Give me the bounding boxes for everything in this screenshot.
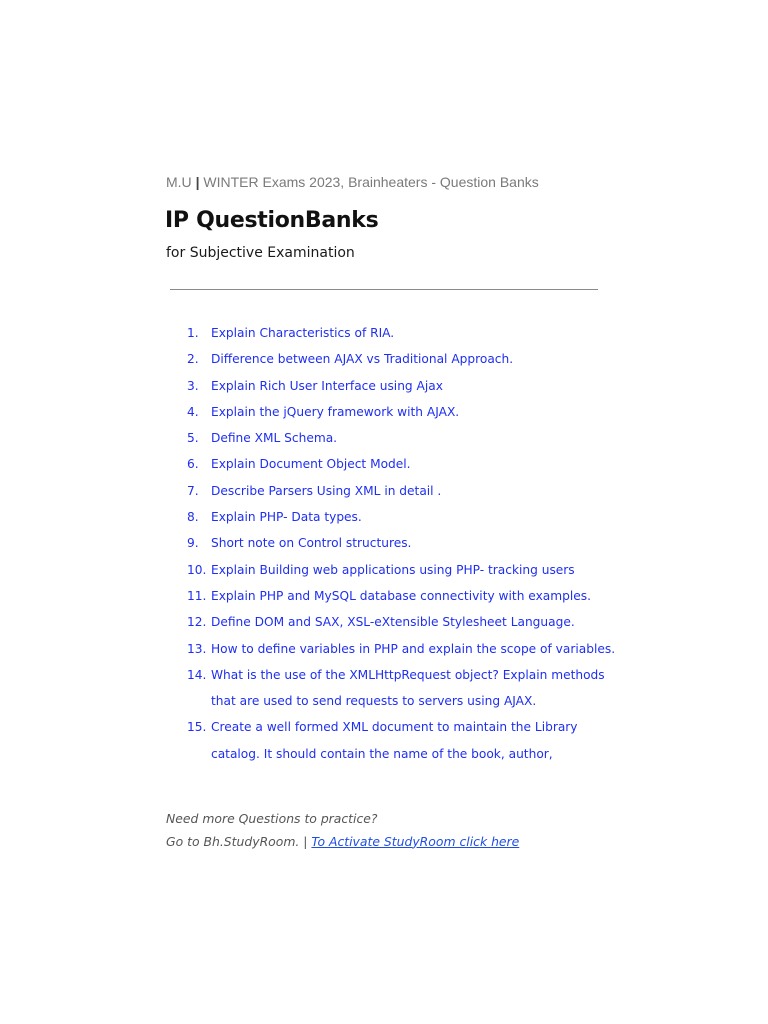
header-brand: M.U [166,174,192,190]
question-item [187,346,617,372]
question-text: Define XML Schema. [211,431,338,446]
activate-studyroom-link[interactable]: To Activate StudyRoom click here [311,833,520,849]
question-text: Explain Characteristics of RIA. [211,326,395,340]
footer-line-1: Need more Questions to practice? [166,811,378,826]
question-item [187,399,617,425]
question-item [187,557,617,583]
question-text: Define DOM and SAX, XSL-eXtensible Stylesheet Language. [211,615,575,630]
question-number: 15. [187,720,207,735]
question-number: 1. [187,326,199,340]
question-text: Explain the jQuery framework with AJAX. [211,404,460,419]
question-number: 7. [187,483,199,498]
question-number: 11. [187,588,207,603]
question-item [187,425,617,451]
question-number: 9. [187,536,199,551]
question-number: 2. [187,352,199,367]
question-item [187,714,617,767]
question-text: Short note on Control structures. [211,536,412,551]
header-separator: | [195,174,200,190]
question-item [187,609,617,635]
question-number: 5. [187,431,199,446]
footer-line-2 [166,831,519,854]
question-item [187,451,617,477]
divider [170,289,598,290]
question-text: Describe Parsers Using XML in detail . [211,483,442,498]
question-number: 14. [187,667,207,682]
question-text: Explain PHP- Data types. [211,510,362,525]
question-number: 12. [187,615,207,630]
question-list [187,320,617,767]
footer-note [166,808,519,853]
question-text: Difference between AJAX vs Traditional Approach. [211,352,514,367]
header-text: WINTER Exams 2023, Brainheaters - Question Banks [199,174,539,190]
question-item [187,478,617,504]
question-item [187,320,617,346]
question-text: Explain Document Object Model. [211,457,411,472]
question-text: How to define variables in PHP and explain the scope of variables. [211,641,616,656]
document-header [166,174,539,190]
question-number: 3. [187,378,199,393]
question-text: Create a well formed XML document to maintain the Library catalog. It should contain the name of the book, author, [211,720,578,761]
question-number: 4. [187,404,199,419]
question-item [187,662,617,715]
question-text: Explain Building web applications using PHP- tracking users [211,562,575,577]
footer-prefix: Go to Bh.StudyRoom. | [166,833,312,849]
question-item [187,636,617,662]
question-item [187,530,617,556]
question-text: Explain Rich User Interface using Ajax [211,378,443,393]
page-subtitle: for Subjective Examination [166,245,355,261]
question-number: 10. [187,562,207,577]
page-title: IP QuestionBanks [165,208,379,233]
question-text: What is the use of the XMLHttpRequest object? Explain methods that are used to send requests to servers using AJAX. [211,667,605,709]
question-number: 6. [187,457,199,472]
question-item [187,373,617,399]
question-item [187,583,617,609]
question-item [187,504,617,530]
question-number: 13. [187,641,207,656]
question-text: Explain PHP and MySQL database connectivity with examples. [211,588,591,603]
question-number: 8. [187,510,199,525]
